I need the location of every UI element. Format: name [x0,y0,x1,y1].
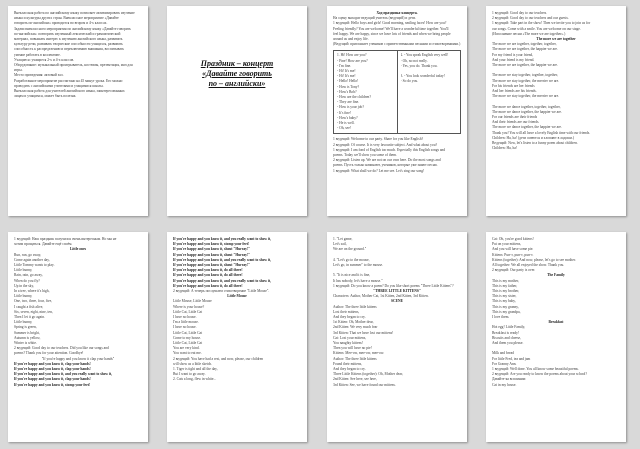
text-line: - Oh, no not really. [400,58,428,63]
text-line: If you're happy and you know it, shout "Hurray!" [173,263,251,268]
text-line: And they began to cry. [333,367,366,372]
text-line: - Oh, see! [337,126,352,131]
text-line: This is my baby, [492,299,516,304]
text-line: I love them. [492,315,510,320]
text-line: If you're happy and you know it, stomp your feet! [173,242,250,247]
text-line: 3rd Kitten: See, we have found our mittens. [333,382,396,387]
text-line: Run, run, go away, [14,252,42,257]
text-line: Учащиеся: учащиеся 2-х и 4-х классов. [14,57,75,62]
text-line: If you're happy and you know it, do all three! [173,268,243,273]
text-line: 1 ведущий: Наш праздник получился очень интересным. Но мы не [14,237,117,241]
text-line: It has nobody, let's have a mouse." [333,278,383,283]
text-line: Author: The three little kittens [333,356,377,361]
text-line: "If you're happy and you know it clap your hands" [41,356,115,361]
text-line: (Ведущий: приглашает учеников с приветственными песнями и стихотворениями.) [333,42,461,47]
text-line: Breakfast [548,320,564,325]
text-line: - Hi! It's me! [337,69,356,74]
text-line: - He is well. [337,121,355,126]
text-line: If you're happy and you know it, do all three! [173,283,243,288]
text-line: Characters: Author, Mother Cat, 1st Kitten, 2nd Kitten, 3rd Kitten. [333,294,429,299]
text-line: Thank you! You will all have a lovely English time with our friends. [492,130,591,135]
text-line: 1. Hi! How are you? [337,53,367,58]
text-line: Little Mouse [227,294,247,299]
text-line: One, two, three, four, five, [14,299,53,304]
text-line: - It's fine! [337,110,352,115]
text-line: Ведущий: Now, let's listen to a funny poem about children. [492,141,578,146]
text-line: Children: Ha, ha! [492,146,518,151]
text-line: Little bunny, [14,320,33,325]
text-line: Come to my house. [173,335,201,340]
text-line: - I'm fine. [337,63,352,68]
text-line: The more we are together, together, together, [492,42,557,47]
text-line: For my friend is your friend, [492,52,534,57]
text-line: Little Cat, Little Cat [173,309,203,314]
text-line: Author: The three little kittens [333,304,377,309]
text-line: - How are the children? [337,95,371,100]
text-line: This is my grandpa, [492,309,521,314]
text-line: Little ones [69,247,87,252]
text-line: Cat in my house. [492,382,517,387]
text-line: - How is your job? [337,105,364,110]
text-line: 5. "It is nice and it is fine, [333,273,371,278]
text-line: Come again another day, [14,257,50,262]
text-line: 2 ведущий: Good day to our teachers and our guests. [492,16,569,21]
text-line: 2. - You speak English very well! [400,53,449,58]
text-line: our songs. Come with a smile. You are welcome on our stage. [492,26,581,31]
text-line: Little bunny, [14,294,33,299]
text-line: This is my brother, [492,289,520,294]
text-line: 1 ведущий: I am fond of English too much. Especially this English songs and [333,147,446,152]
text-line: You want to eat me. [173,351,202,356]
text-line: poems? Thank you for your attention. Goodbye! [14,351,84,356]
text-line: I'm a little mouse. [173,320,199,325]
text-line: 2nd Kitten: See here, see here, [333,377,377,382]
text-line: (Исполнение песни «The more we are together».) [492,31,566,36]
text-line: лицам и учащимся, может быть полезна. [14,94,77,99]
text-line: Rain, rain, go away, [14,273,43,278]
text-line: - Hi! It's me! [337,74,356,79]
document-page-2-title [167,6,307,216]
page-6-text [173,237,301,383]
text-line: The more we are together, the happier we are. [492,63,558,68]
text-line: 1 ведущий: Welcome to our party. Share for you like English? [333,137,424,142]
text-line: 1. Tiger is tight and all the day, [173,367,218,372]
text-line: 1st Kitten: Oh, Mother dear, [333,320,374,325]
text-line: Оборудование: музыкальный проигрыватель, костюмы, презентация, мяч для [14,63,133,68]
text-line: Six, seven, eight, nine, ten, [14,309,53,314]
text-line: Found their mittens, [333,361,363,366]
text-line: Three Little Kittens (together): Oh, Mother dear, [333,372,403,377]
text-line: 1 ведущий: Hello boys and girls! Good morning, smiling faces! How are you? [333,21,447,26]
text-line: Autumn is yellow, [14,335,41,340]
text-line: And your friend is my friend. [492,57,535,62]
text-line: I have no house. [173,325,197,330]
text-line: Давайте-ка вспомним: [492,377,527,382]
text-line: Summer is bright, [14,330,40,335]
text-line: Biscuits and cheese, [492,335,522,340]
text-line: around us and enjoy life. [333,37,369,42]
text-line: Little bunny, [14,268,33,273]
text-line: Winter is white. [14,341,37,346]
title-line-3: по – английски» [208,79,266,88]
text-line: If you're happy and you know it, stomp your feet! [14,382,91,387]
text-line: по-английски»: повторить изученный лексический и грамматический [14,31,121,36]
text-line: 2 ведущий: А теперь послушаем стихотворение "Little Mouse". [173,289,270,294]
text-line: And her friends are his friends. [492,89,537,94]
text-line: If you're happy and you know it, and you really want to show it, [173,237,272,241]
text-line: And them you please. [492,341,524,346]
document-page-1 [8,6,148,216]
text-line: The more we stay together, the merrier we are. [492,78,560,83]
text-line: feel happy. We are happy, since we have lots of friends and when we bring people [333,31,451,36]
dialogue-table [333,50,461,134]
text-line: will show us a little sketch. [173,361,213,366]
page-3-outro [333,137,461,173]
text-line: Up in the sky, [14,283,34,288]
text-line: We are on the ground." [333,247,367,252]
text-line: Milk and bread [492,351,514,356]
text-line: This is my mother, [492,278,520,283]
text-line: - How is Tony? [337,84,360,89]
text-line: способность к распределению и переключению внимания, воспитывать [14,47,124,52]
text-line: хотим прощаться. Давайте ещё споём. [14,242,73,247]
text-line: I caught a fish alive, [14,304,44,309]
text-line: Little Mouse, Little Mouse [173,299,212,304]
text-line: The Family [547,273,565,278]
text-line: 1 ведущий: Take part in the show! Then we invite you to join us for [492,21,591,26]
text-line: If you're happy and you know it, and you really want to show it, [14,372,113,377]
text-line: умение работать в коллективе. [14,52,61,57]
page-3-intro [333,16,461,47]
text-line: And you will have some pie. [492,247,534,252]
text-line: The more we are together [536,37,576,42]
text-line: In a tree, where it's high, [14,289,50,294]
text-line: The more we dance together, the happier we are. [492,125,562,130]
text-line: 4. "Let's go to the mouse, [333,257,370,262]
text-line: говорить по-английски» проводится во втором и 4-х классах. [14,21,108,26]
text-line: I have no house. [173,315,197,320]
text-line: 2 ведущий: Our party is over. [492,268,536,273]
text-line: Разработанное мероприятие рассчитано на 45 минут урока. Его можно [14,78,123,83]
text-line: For little Fred, tea and jam [492,356,531,361]
text-line: - How's Bob? [337,89,357,94]
text-line: Задачи внеклассного мероприятия по английскому языку «Давайте говорить [14,26,131,31]
page-4-text [492,11,620,151]
document-page-3 [327,6,467,216]
text-line: If you're happy and you know it, and you really want to show it, [173,278,272,283]
page-3-heading: Ход праздника-концерта. [376,11,418,15]
dialogue-table-left [334,51,397,133]
event-title [173,59,301,89]
text-line: Little Cat, Little Cat [173,341,203,346]
text-line: 1 ведущий: Good day to our teachers. [492,11,548,15]
text-line: материал, повышать интерес к изучению английского языка, развивать [14,37,123,42]
text-line: Then you will have no pie! [333,346,372,351]
document-page-4 [486,6,626,216]
text-line: культуру речи, развивать творческие способности учащихся, развивать [14,42,123,47]
text-line: 3. - You look wonderful today! [400,74,445,79]
document-page-6 [167,232,307,442]
title-line-1: Праздник – концерт [200,59,274,68]
text-line: For Granny Ann. [492,361,517,366]
text-line: poems. Пусть только начинают, учеников, которые уже знают песни. [333,163,438,168]
text-line: SCENE [391,299,403,304]
text-line: 2 ведущий: Listen up. We are not on our own here. Do the most songs and [333,158,441,163]
text-line: Little Cat, Little Cat [173,330,203,335]
text-line: - How's baby? [337,115,358,120]
page-7-text [333,237,461,388]
text-line: This is my granny, [492,304,519,309]
text-line: 1 ведущий: Well done. You all know some beautiful poems. [492,367,579,372]
text-line: "THREE LITTLE KITTENS" [373,289,421,294]
text-line: Внеклассная работа для учителей английского языка, заинтересованных [14,89,125,94]
document-page-8 [486,232,626,442]
document-page-5 [8,232,148,442]
page-1-text [14,11,142,99]
text-line: 1 ведущий: What shall we do? Let me see. Let's sing our song! [333,168,425,173]
text-line: All together: We all enjoyed the show. Thank you. [492,263,565,268]
text-line: Where is your house? [173,304,205,309]
text-line: If you're happy and you know it, and you really want to show it, [173,257,272,262]
text-line: But I want to go away. [173,372,206,377]
text-line: Hot egg! Little Family, [492,325,526,330]
text-line: The more we are together, the happier we are. [492,47,558,52]
text-line: If you're happy and you know it, do all three! [173,273,243,278]
text-line: 1. "Let game, [333,237,353,241]
text-line: Внеклассная работа по английскому языку позволяет активизировать изучение [14,11,135,15]
text-line: Then I let it go again. [14,315,45,320]
text-line: The more we dance together, the happier we are. [492,109,562,114]
text-line: 2nd Kitten: We very much fear [333,325,378,330]
text-line: проводить с английскими учителями и учащимися школы. [14,83,104,88]
text-line: And their friends are our friends. [492,120,540,125]
text-line: - Hello! Hello! [337,79,359,84]
text-line: Место проведения: актовый зал. [14,73,64,78]
text-line: Let's sail, [333,242,347,247]
text-line: 2. Cats a long, flew in white... [173,377,217,382]
page-5-text [14,237,142,388]
text-line: игры. [14,68,23,73]
text-line: - Fine! How are you? [337,58,368,63]
text-line: The more we stay together, together, together, [492,73,558,78]
page-8-text [492,237,620,388]
text-line: Cat: Oh, you're good kittens! [492,237,534,241]
text-line: You are very kind. [173,346,200,351]
document-page-7 [327,232,467,442]
text-line: Cat: Lost your mittens, [333,335,367,340]
text-line: Spring is green, [14,325,37,330]
text-line: 1 ведущий: Do you know a poem? Do you like short poems "Three Little Kittens"? [333,283,454,288]
text-line: If you're happy and you know it, shout "Hurray!" [173,247,251,252]
text-line: - They are fine. [337,100,360,105]
text-line: If you're happy and you know it, clap your hands! [14,367,91,372]
text-line: - Yes, you do. Thank you. [400,63,438,68]
text-line: If you're happy and you know it, shout "Hurray!" [173,252,251,257]
text-line: 2 ведущий: Good day to our teachers. Did you like our songs and [14,346,109,351]
text-line: Breakfast is ready! [492,330,520,335]
text-line: For our friends are their friends [492,115,538,120]
text-line: And they began to cry. [333,315,366,320]
text-line: - So do you. [400,79,419,84]
text-line: 2 ведущий: Are you ready to know the poems about your school? [492,372,588,377]
text-line: 3rd Kitten: That we have lost our mittens! [333,330,394,335]
text-line: Feeling friendly? You are welcome! We'll have a wonderful time together. You'll [333,26,449,31]
text-line: The more we dance together, together, together, [492,104,561,109]
text-line: For his friends are her friends [492,83,535,88]
dialogue-table-right [397,51,461,133]
text-line: When do you fly? [14,278,40,283]
text-line: Put on your mittens, [492,242,522,247]
text-line: If you're happy and you know it, clap your hands! [14,361,91,366]
text-line: poems. Today we'll show you some of them. [333,153,397,158]
text-line: This is my father, [492,283,518,288]
text-line: Kittens: Purr-r, purr-r, purr-r. [492,252,534,257]
text-line: Children: Ha, ha! (дети смеются и хлопают в ладоши.) [492,135,575,140]
text-line: The more we stay together, the merrier we are. [492,94,560,99]
text-line: На сцену выходят ведущий учитель (ведущий) и дети. [333,16,417,21]
text-line: Little Tommy wants to play. [14,263,55,268]
text-line: If you're happy and you know it, clap your hands! [14,377,91,382]
text-line: Let's go, in summer" to the mouse. [333,263,384,268]
text-line: This is my sister, [492,294,517,299]
text-line: 2 ведущий: Of course. It is very favourite subject. And what about you? [333,142,438,147]
text-line: Lost their mittens, [333,309,360,314]
text-line: Kittens (together): And now, please, let's go to see mother. [492,257,576,262]
text-line: языка и культуры других стран. Внеклассное мероприятие «Давайте [14,16,119,21]
text-line: Kittens: Mee-ow, mee-ow, mee-ow. [333,351,385,356]
text-line: 2 ведущий: You have had a rest, and now, please, our children [173,356,264,361]
title-line-2: «Давайте говорить [202,69,272,78]
text-line: You naughty kittens! [333,341,363,346]
